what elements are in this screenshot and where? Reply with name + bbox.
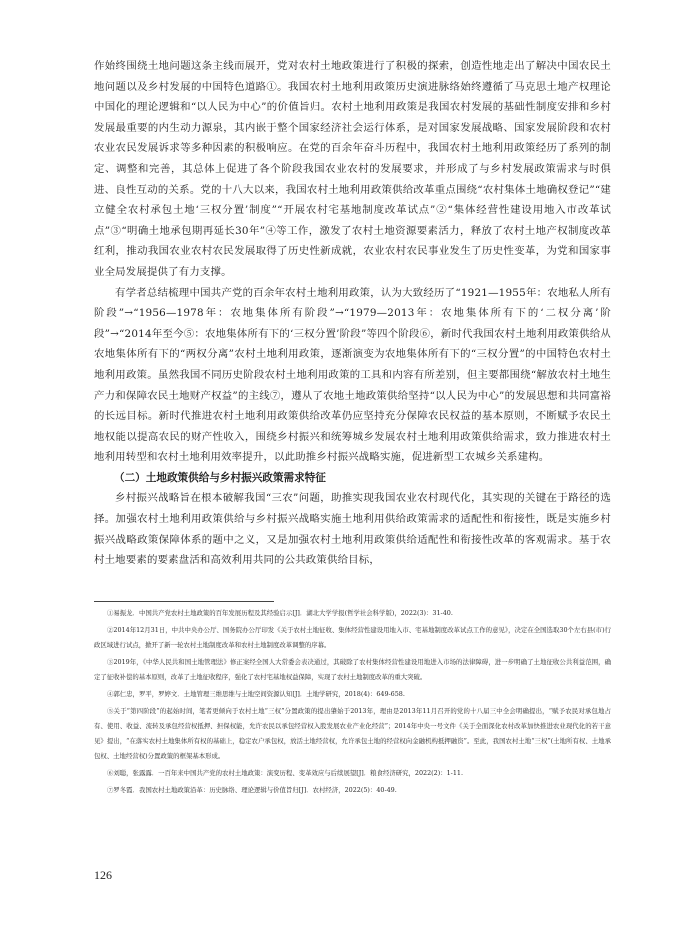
footnote-1: ①易振龙．中国共产党农村土地政策的百年发展历程及其经验启示[J]．湖北大学学报(哲学社会科学版)，2022(3)：31-40. <box>107 609 453 617</box>
footnotes-section <box>94 606 611 800</box>
footnote-3: ③2019年，《中华人民共和国土地管理法》修正案经全国人大常委会表决通过，其破除了农村集体经营性建设用地进入市场的法律障碍，进一步明确了土地征收公共利益范围，确定了征收补偿的基本原则，改革了土地征收程序，强化了农村宅基地权益保障，实现了农村土地制度改革的重大突破。 <box>94 658 611 681</box>
footnote-7: ⑦罗冬霞．我国农村土地政策沿革：历史脉络、理论逻辑与价值旨归[J]．农村经济，2022(5)：40-49. <box>107 786 397 794</box>
footnote-6: ⑥刘聪，张露露．一百年来中国共产党的农村土地政策：演变历程、变革效应与后续展望[J]．粮食经济研究，2022(2)：1-11. <box>107 769 464 777</box>
footnote-2: ②2014年12月31日，中共中央办公厅、国务院办公厅印发《关于农村土地征收、集体经营性建设用地入市、宅基地制度改革试点工作的意见》，决定在全国选取30个左右县(市)行政区域进行试点，掀开了新一轮农村土地制度改革和农村土地制度改革调整的序幕。 <box>94 626 611 649</box>
body-paragraph-3: 乡村振兴战略旨在根本破解我国“三农”问题，助推实现我国农业农村现代化，其实现的关键在于路径的选择。加强农村土地利用政策供给与乡村振兴战略实施土地利用供给政策需求的适配性和衔接性，既是实施乡村振兴战略政策保障体系的题中之义，又是加强农村土地利用政策供给适配性和衔接性改革的客观需求。基于农村土地要素的要素盘活和高效利用共同的公共政策供给目标， <box>94 492 611 567</box>
body-paragraph-2: 有学者总结梳理中国共产党的百余年农村土地利用政策，认为大致经历了“1921—1955年：农地私人所有阶段”→“1956—1978年：农地集体所有阶段”→“1979—2013年：农地集体所有下的‘二权分离’阶段”→“2014年至今⑤：农地集体所有下的‘三权分置’阶段”等四个阶段⑥，新时代我国农村土地利用政策供给从农地集体所有下的“两权分离”农村土地利用政策，逐渐演变为农地集体所有下的“三权分置”的中国特色农村土地利用政策。虽然我国不同历史阶段农村土地利用政策的工具和内容有所差别，但主要都围绕“解放农村土地生产力和保障农民土地财产权益”的主线⑦，遵从了农地土地政策供给坚持“以人民为中心”的发展思想和共同富裕的长远目标。新时代推进农村土地利用政策供给改革仍应坚持充分保障农民权益的基本原则，不断赋予农民土地权能以提高农民的财产性收入，围绕乡村振兴和统筹城乡发展农村土地利用政策供给需求，致力推进农村土地利用转型和农村土地利用效率提升，以此助推乡村振兴战略实施，促进新型工农城乡关系建构。 <box>94 286 611 464</box>
body-paragraph-1: 作始终围绕土地问题这条主线而展开，党对农村土地政策进行了积极的探索，创造性地走出了解决中国农民土地问题以及乡村发展的中国特色道路①。我国农村土地利用政策历史演进脉络始终遵循了马克思土地产权理论中国化的理论逻辑和“以人民为中心”的价值旨归。农村土地利用政策是我国农村发展的基础性制度安排和乡村发展最重要的内生动力源泉，其内嵌于整个国家经济社会运行体系，是对国家发展战略、国家发展阶段和农村农业农民发展诉求等多种因素的积极响应。在党的百余年奋斗历程中，我国农村土地利用政策经历了系列的制定、调整和完善，其总体上促进了各个阶段我国农业农村的发展要求，并形成了与乡村发展政策需求与时俱进、良性互动的关系。党的十八大以来，我国农村土地利用政策供给改革重点围绕“农村集体土地确权登记”“建立健全农村承包土地‘三权分置’制度”“开展农村宅基地制度改革试点”②“集体经营性建设用地入市改革试点”③“明确土地承包期再延长30年”④等工作，激发了农村土地资源要素活力，释放了农村土地产权制度改革红利，推动我国农业农村农民发展取得了历史性新成就，农业农村农民事业发生了历史性变革，为党和国家事业全局发展提供了有力支撑。 <box>94 60 611 278</box>
footnote-divider <box>94 601 274 602</box>
footnote-4: ④郭仁忠，罗平，罗婷文．土地管理三维思维与土地空间资源认知[J]．土地学研究，2018(4)：649-658. <box>107 690 405 698</box>
footnote-5: ⑤关于“第四阶段”的起始时间，笔者更倾向于农村土地“三权”分置政策的提出肇始于2013年，理由是2013年11月召开的党的十八届三中全会明确提出，“赋予农民对承包地占有、使用、收益、流转及承包经营权抵押、担保权能，允许农民以承包经营权入股发展农业产业化经营”；2014年中央一号文件《关于全面深化农村改革加快推进农业现代化的若干意见》提出，“在落实农村土地集体所有权的基础上，稳定农户承包权，放活土地经营权，允许承包土地的经营权向金融机构抵押融资”。至此，我国农村土地“三权”(土地所有权、土地承包权、土地经营权)分置政策的框架基本形成。 <box>94 707 611 760</box>
main-body-text <box>94 56 611 571</box>
page-number: 126 <box>94 868 112 882</box>
section-heading: （二）土地政策供给与乡村振兴政策需求特征 <box>114 471 326 484</box>
